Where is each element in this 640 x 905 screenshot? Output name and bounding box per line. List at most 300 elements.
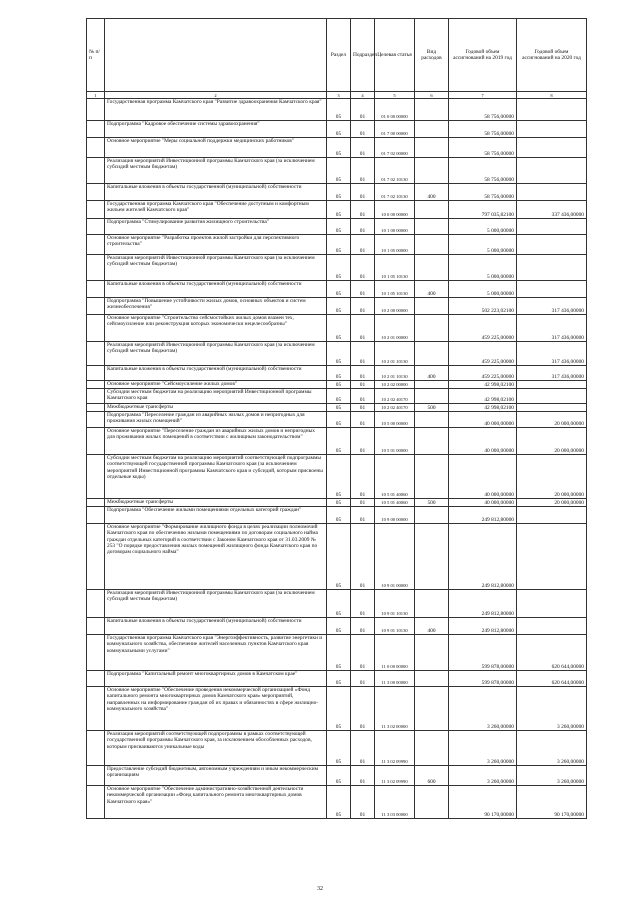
cell-subsection: 01 bbox=[351, 281, 375, 298]
table-row bbox=[87, 455, 587, 499]
cell-num bbox=[87, 404, 105, 412]
cell-2019: 5 000,00000 bbox=[449, 281, 517, 298]
cell-num bbox=[87, 499, 105, 507]
cell-subsection: 01 bbox=[351, 184, 375, 201]
cell-exptype: 400 bbox=[415, 366, 449, 381]
cell-exptype bbox=[415, 731, 449, 766]
table-row bbox=[87, 389, 587, 404]
table-row bbox=[87, 671, 587, 687]
cell-subsection: 01 bbox=[351, 618, 375, 635]
cell-num bbox=[87, 235, 105, 255]
cell-subsection: 01 bbox=[351, 524, 375, 590]
cell-name: Реализация мероприятий Инвестиционной программы Камчатского края (за исключением субсидий местным бюджетам) bbox=[105, 590, 327, 618]
table-row bbox=[87, 381, 587, 389]
cell-subsection: 01 bbox=[351, 455, 375, 499]
cell-subsection: 01 bbox=[351, 507, 375, 524]
cell-target: 10 1 00 00000 bbox=[375, 219, 415, 235]
cell-exptype: 500 bbox=[415, 499, 449, 507]
cell-name: Капитальные вложения в объекты государственной (муниципальной) собственности bbox=[105, 281, 327, 298]
table-row bbox=[87, 366, 587, 381]
cell-section: 05 bbox=[327, 389, 351, 404]
column-number: 6 bbox=[415, 92, 449, 99]
table-row bbox=[87, 590, 587, 618]
table-row bbox=[87, 281, 587, 298]
cell-num bbox=[87, 766, 105, 786]
cell-subsection: 01 bbox=[351, 201, 375, 219]
cell-exptype bbox=[415, 255, 449, 281]
cell-2019: 58 756,00000 bbox=[449, 184, 517, 201]
cell-2020: 20 000,00000 bbox=[517, 412, 587, 428]
cell-num bbox=[87, 635, 105, 671]
cell-2019: 459 225,00000 bbox=[449, 315, 517, 342]
cell-target: 10 1 05 00000 bbox=[375, 235, 415, 255]
table-row bbox=[87, 412, 587, 428]
header-2020: Годовой объем ассигнований на 2020 год bbox=[517, 19, 587, 92]
cell-name: Основное мероприятие "Формирование жилищного фонда в целях реализации полномочий Камчатского края по обеспечению жилыми помещениями по договорам социального найма граждан отдельных категорий в соответствии с Законом Камчатского края от 31.03.2009 № 253 "О порядке предоставления жилых помещений жилищного фонда Камчатского края по договорам социального найма" bbox=[105, 524, 327, 590]
table-row bbox=[87, 507, 587, 524]
table-row bbox=[87, 524, 587, 590]
cell-target: 10 9 01 10130 bbox=[375, 590, 415, 618]
cell-2019: 5 000,00000 bbox=[449, 235, 517, 255]
cell-name: Реализация мероприятий Инвестиционной программы Камчатского края (за исключением субсидий местным бюджетам) bbox=[105, 158, 327, 184]
cell-2020 bbox=[517, 255, 587, 281]
cell-subsection: 01 bbox=[351, 635, 375, 671]
cell-exptype bbox=[415, 121, 449, 138]
table-row bbox=[87, 687, 587, 731]
cell-2019: 3 260,00000 bbox=[449, 687, 517, 731]
cell-subsection: 01 bbox=[351, 786, 375, 819]
table-row bbox=[87, 219, 587, 235]
cell-exptype bbox=[415, 590, 449, 618]
cell-name: Подпрограмма "Капитальный ремонт многоквартирных домов в Камчатском крае" bbox=[105, 671, 327, 687]
cell-target: 10 2 01 10130 bbox=[375, 342, 415, 366]
cell-exptype bbox=[415, 235, 449, 255]
cell-target: 10 5 01 40060 bbox=[375, 455, 415, 499]
cell-section: 05 bbox=[327, 184, 351, 201]
budget-table bbox=[86, 18, 587, 819]
cell-section: 05 bbox=[327, 158, 351, 184]
cell-target: 10 2 02 00000 bbox=[375, 381, 415, 389]
cell-name: Подпрограмма "Кадровое обеспечение системы здравоохранения" bbox=[105, 121, 327, 138]
cell-2020 bbox=[517, 219, 587, 235]
cell-target: 10 5 01 00000 bbox=[375, 428, 415, 455]
cell-target: 11 3 02 09990 bbox=[375, 731, 415, 766]
table-row bbox=[87, 201, 587, 219]
cell-target: 11 3 02 09990 bbox=[375, 766, 415, 786]
cell-2019: 249 812,80000 bbox=[449, 618, 517, 635]
cell-2020: 337 436,00000 bbox=[517, 201, 587, 219]
page-number: 32 bbox=[317, 886, 323, 892]
cell-name: Капитальные вложения в объекты государственной (муниципальной) собственности bbox=[105, 184, 327, 201]
cell-section: 05 bbox=[327, 687, 351, 731]
cell-name: Основное мероприятие "Разработка проектов жилой застройки для перспективного строительства" bbox=[105, 235, 327, 255]
cell-subsection: 01 bbox=[351, 235, 375, 255]
column-number-row bbox=[87, 92, 587, 99]
cell-2019: 90 170,00000 bbox=[449, 786, 517, 819]
cell-exptype bbox=[415, 138, 449, 158]
cell-num bbox=[87, 428, 105, 455]
cell-name: Реализация мероприятий Инвестиционной программы Камчатского края (за исключением субсидий местным бюджетам) bbox=[105, 342, 327, 366]
cell-subsection: 01 bbox=[351, 671, 375, 687]
header-target: Целевая статья bbox=[375, 19, 415, 92]
cell-exptype: 500 bbox=[415, 404, 449, 412]
cell-num bbox=[87, 731, 105, 766]
table-row bbox=[87, 404, 587, 412]
cell-2019: 459 225,00000 bbox=[449, 366, 517, 381]
cell-name: Межбюджетные трансферты bbox=[105, 499, 327, 507]
cell-exptype: 600 bbox=[415, 766, 449, 786]
cell-2020 bbox=[517, 590, 587, 618]
cell-exptype bbox=[415, 507, 449, 524]
cell-subsection: 01 bbox=[351, 99, 375, 121]
cell-2020 bbox=[517, 281, 587, 298]
column-number: 2 bbox=[105, 92, 327, 99]
cell-target: 10 1 05 10130 bbox=[375, 281, 415, 298]
cell-num bbox=[87, 138, 105, 158]
cell-num bbox=[87, 219, 105, 235]
table-row bbox=[87, 138, 587, 158]
header-exptype: Вид расходов bbox=[415, 19, 449, 92]
cell-num bbox=[87, 671, 105, 687]
cell-2020: 317 436,00000 bbox=[517, 298, 587, 315]
cell-subsection: 01 bbox=[351, 590, 375, 618]
cell-2019: 599 878,00000 bbox=[449, 635, 517, 671]
cell-2020: 317 436,00000 bbox=[517, 315, 587, 342]
cell-2020: 3 260,00000 bbox=[517, 766, 587, 786]
cell-name: Подпрограмма "Переселение граждан из аварийных жилых домов и непригодных для проживания жилых помещений" bbox=[105, 412, 327, 428]
cell-section: 05 bbox=[327, 366, 351, 381]
cell-section: 05 bbox=[327, 298, 351, 315]
cell-exptype bbox=[415, 455, 449, 499]
table-row bbox=[87, 121, 587, 138]
cell-target: 10 5 00 00000 bbox=[375, 412, 415, 428]
cell-2019: 40 000,00000 bbox=[449, 499, 517, 507]
table-row bbox=[87, 766, 587, 786]
cell-exptype: 400 bbox=[415, 184, 449, 201]
cell-name: Реализация мероприятий соответствующей подпрограммы в рамках соответствующей государственной программы Камчатского края, за исключением обособленных расходов, которым присваиваются уникальные коды bbox=[105, 731, 327, 766]
cell-2019: 42 998,02100 bbox=[449, 389, 517, 404]
cell-2020: 620 644,00000 bbox=[517, 635, 587, 671]
table-body bbox=[87, 99, 587, 819]
cell-target: 10 0 00 00000 bbox=[375, 201, 415, 219]
cell-subsection: 01 bbox=[351, 315, 375, 342]
cell-num bbox=[87, 342, 105, 366]
table-row bbox=[87, 499, 587, 507]
cell-subsection: 01 bbox=[351, 219, 375, 235]
cell-name: Субсидии местным бюджетам на реализацию мероприятий соответствующей подпрограммы соответствующей государственной программы Камчатского края (за исключением мероприятий Инвестиционной программы Камчатского края и субсидий, которым присвоены отдельные коды) bbox=[105, 455, 327, 499]
cell-2020 bbox=[517, 404, 587, 412]
cell-num bbox=[87, 99, 105, 121]
cell-2020: 317 436,00000 bbox=[517, 342, 587, 366]
cell-num bbox=[87, 158, 105, 184]
table-row bbox=[87, 731, 587, 766]
cell-2020 bbox=[517, 158, 587, 184]
header-subsection: Подраздел bbox=[351, 19, 375, 92]
cell-section: 05 bbox=[327, 766, 351, 786]
cell-section: 05 bbox=[327, 381, 351, 389]
column-number: 4 bbox=[351, 92, 375, 99]
cell-num bbox=[87, 455, 105, 499]
cell-num bbox=[87, 524, 105, 590]
cell-subsection: 01 bbox=[351, 366, 375, 381]
cell-exptype bbox=[415, 635, 449, 671]
cell-2019: 42 998,02100 bbox=[449, 381, 517, 389]
table-row bbox=[87, 158, 587, 184]
cell-target: 10 9 01 10130 bbox=[375, 618, 415, 635]
header-2019: Годовой объем ассигнований на 2019 год bbox=[449, 19, 517, 92]
cell-subsection: 01 bbox=[351, 158, 375, 184]
cell-section: 05 bbox=[327, 404, 351, 412]
cell-2020 bbox=[517, 138, 587, 158]
cell-target: 10 5 01 40060 bbox=[375, 499, 415, 507]
cell-num bbox=[87, 412, 105, 428]
cell-section: 05 bbox=[327, 201, 351, 219]
cell-2019: 249 812,80000 bbox=[449, 507, 517, 524]
cell-num bbox=[87, 281, 105, 298]
cell-section: 05 bbox=[327, 590, 351, 618]
cell-exptype bbox=[415, 389, 449, 404]
cell-2019: 797 035,82100 bbox=[449, 201, 517, 219]
cell-2020 bbox=[517, 389, 587, 404]
cell-subsection: 01 bbox=[351, 428, 375, 455]
cell-target: 01 7 02 00000 bbox=[375, 138, 415, 158]
cell-2019: 58 756,00000 bbox=[449, 121, 517, 138]
column-number: 5 bbox=[375, 92, 415, 99]
cell-target: 01 7 02 10130 bbox=[375, 158, 415, 184]
table-row bbox=[87, 315, 587, 342]
cell-subsection: 01 bbox=[351, 687, 375, 731]
cell-name: Государственная программа Камчатского края "Обеспечение доступным и комфортным жильем жителей Камчатского края" bbox=[105, 201, 327, 219]
cell-exptype bbox=[415, 687, 449, 731]
table-row bbox=[87, 786, 587, 819]
cell-num bbox=[87, 184, 105, 201]
cell-2020 bbox=[517, 524, 587, 590]
cell-2020: 620 644,00000 bbox=[517, 671, 587, 687]
cell-section: 05 bbox=[327, 315, 351, 342]
cell-exptype bbox=[415, 428, 449, 455]
cell-section: 05 bbox=[327, 635, 351, 671]
cell-name: Капитальные вложения в объекты государственной (муниципальной) собственности bbox=[105, 618, 327, 635]
table-row bbox=[87, 635, 587, 671]
cell-section: 05 bbox=[327, 255, 351, 281]
cell-target: 10 1 05 10130 bbox=[375, 255, 415, 281]
cell-section: 05 bbox=[327, 499, 351, 507]
cell-name: Государственная программа Камчатского края "Энергоэффективность, развитие энергетики и коммунального хозяйства, обеспечение жителей населенных пунктов Камчатского края коммунальными услугами" bbox=[105, 635, 327, 671]
cell-2020 bbox=[517, 184, 587, 201]
cell-2019: 459 225,00000 bbox=[449, 342, 517, 366]
cell-section: 05 bbox=[327, 455, 351, 499]
cell-target: 01 7 02 10130 bbox=[375, 184, 415, 201]
cell-name: Основное мероприятие "Меры социальной поддержки медицинских работников" bbox=[105, 138, 327, 158]
cell-target: 10 2 00 00000 bbox=[375, 298, 415, 315]
cell-exptype: 400 bbox=[415, 618, 449, 635]
cell-name: Предоставление субсидий бюджетным, автономным учреждениям и иным некоммерческим организациям bbox=[105, 766, 327, 786]
table-row bbox=[87, 428, 587, 455]
cell-2020 bbox=[517, 235, 587, 255]
header-section: Раздел bbox=[327, 19, 351, 92]
cell-exptype bbox=[415, 412, 449, 428]
cell-exptype bbox=[415, 524, 449, 590]
cell-2019: 42 998,02100 bbox=[449, 404, 517, 412]
cell-subsection: 01 bbox=[351, 389, 375, 404]
cell-2020: 3 260,00000 bbox=[517, 731, 587, 766]
cell-exptype bbox=[415, 219, 449, 235]
table-row bbox=[87, 255, 587, 281]
cell-2019: 5 000,00000 bbox=[449, 219, 517, 235]
cell-section: 05 bbox=[327, 731, 351, 766]
cell-2020: 20 000,00000 bbox=[517, 455, 587, 499]
cell-target: 11 3 00 00000 bbox=[375, 671, 415, 687]
column-number: 3 bbox=[327, 92, 351, 99]
cell-2019: 249 812,80000 bbox=[449, 590, 517, 618]
header-num: № п/п bbox=[87, 19, 105, 92]
cell-name: Основное мероприятие "Обеспечение административно-хозяйственной деятельности некоммерческой организации «Фонд капитального ремонта многоквартирных домов Камчатского края»" bbox=[105, 786, 327, 819]
cell-target: 11 3 02 00000 bbox=[375, 687, 415, 731]
cell-num bbox=[87, 201, 105, 219]
cell-section: 05 bbox=[327, 671, 351, 687]
cell-subsection: 01 bbox=[351, 499, 375, 507]
cell-exptype bbox=[415, 298, 449, 315]
table-header-row bbox=[87, 19, 587, 92]
cell-2019: 58 756,00000 bbox=[449, 158, 517, 184]
table-row bbox=[87, 618, 587, 635]
cell-target: 10 2 02 40170 bbox=[375, 389, 415, 404]
cell-2020 bbox=[517, 121, 587, 138]
cell-name: Основное мероприятие "Сейсмоусиление жилых домов" bbox=[105, 381, 327, 389]
cell-exptype bbox=[415, 315, 449, 342]
cell-subsection: 01 bbox=[351, 298, 375, 315]
cell-section: 05 bbox=[327, 235, 351, 255]
cell-name: Межбюджетные трансферты bbox=[105, 404, 327, 412]
table-row bbox=[87, 342, 587, 366]
cell-2020: 90 170,00000 bbox=[517, 786, 587, 819]
cell-2020 bbox=[517, 507, 587, 524]
cell-num bbox=[87, 507, 105, 524]
cell-name: Основное мероприятие "Строительство сейсмостойких жилых домов взамен тех, сейсмоусиление или реконструкция которых экономически нецелесообразны" bbox=[105, 315, 327, 342]
table-row bbox=[87, 235, 587, 255]
cell-section: 05 bbox=[327, 618, 351, 635]
cell-exptype: 400 bbox=[415, 281, 449, 298]
cell-2020 bbox=[517, 618, 587, 635]
cell-2020: 20 000,00000 bbox=[517, 499, 587, 507]
cell-target: 01 7 00 00000 bbox=[375, 121, 415, 138]
cell-target: 01 0 00 00000 bbox=[375, 99, 415, 121]
cell-subsection: 01 bbox=[351, 255, 375, 281]
cell-num bbox=[87, 298, 105, 315]
cell-name: Капитальные вложения в объекты государственной (муниципальной) собственности bbox=[105, 366, 327, 381]
column-number: 8 bbox=[517, 92, 587, 99]
cell-subsection: 01 bbox=[351, 342, 375, 366]
cell-target: 11 0 00 00000 bbox=[375, 635, 415, 671]
cell-num bbox=[87, 366, 105, 381]
cell-target: 10 9 00 00000 bbox=[375, 507, 415, 524]
header-name bbox=[105, 19, 327, 92]
cell-subsection: 01 bbox=[351, 138, 375, 158]
table-row bbox=[87, 298, 587, 315]
cell-subsection: 01 bbox=[351, 766, 375, 786]
cell-target: 10 9 01 00000 bbox=[375, 524, 415, 590]
cell-section: 05 bbox=[327, 786, 351, 819]
cell-2020: 20 000,00000 bbox=[517, 428, 587, 455]
cell-section: 05 bbox=[327, 412, 351, 428]
cell-2019: 3 260,00000 bbox=[449, 731, 517, 766]
cell-section: 05 bbox=[327, 99, 351, 121]
cell-name: Основное мероприятие "Переселение граждан из аварийных жилых домов и непригодных для проживания жилых помещений в соответствии с жилищным законодательством" bbox=[105, 428, 327, 455]
cell-num bbox=[87, 687, 105, 731]
cell-num bbox=[87, 315, 105, 342]
cell-name: Государственная программа Камчатского края "Развитие здравоохранения Камчатского края" bbox=[105, 99, 327, 121]
cell-exptype bbox=[415, 99, 449, 121]
cell-subsection: 01 bbox=[351, 731, 375, 766]
cell-target: 10 2 02 40170 bbox=[375, 404, 415, 412]
column-number: 1 bbox=[87, 92, 105, 99]
cell-num bbox=[87, 121, 105, 138]
cell-2020: 3 260,00000 bbox=[517, 687, 587, 731]
cell-2019: 3 260,00000 bbox=[449, 766, 517, 786]
cell-2019: 40 000,00000 bbox=[449, 412, 517, 428]
cell-exptype bbox=[415, 671, 449, 687]
cell-2019: 58 756,00000 bbox=[449, 138, 517, 158]
cell-section: 05 bbox=[327, 121, 351, 138]
cell-exptype bbox=[415, 201, 449, 219]
cell-num bbox=[87, 590, 105, 618]
cell-num bbox=[87, 786, 105, 819]
cell-2019: 502 223,02100 bbox=[449, 298, 517, 315]
cell-num bbox=[87, 389, 105, 404]
cell-num bbox=[87, 381, 105, 389]
cell-name: Подпрограмма "Повышение устойчивости жилых домов, основных объектов и систем жизнеобеспечения" bbox=[105, 298, 327, 315]
cell-section: 05 bbox=[327, 524, 351, 590]
cell-name: Субсидии местным бюджетам на реализацию мероприятий Инвестиционной программы Камчатского края bbox=[105, 389, 327, 404]
cell-name: Реализация мероприятий Инвестиционной программы Камчатского края (за исключением субсидий местным бюджетам) bbox=[105, 255, 327, 281]
cell-2019: 40 000,00000 bbox=[449, 455, 517, 499]
cell-subsection: 01 bbox=[351, 412, 375, 428]
table-row bbox=[87, 184, 587, 201]
cell-name: Подпрограмма "Обеспечение жилыми помещениями отдельных категорий граждан" bbox=[105, 507, 327, 524]
cell-exptype bbox=[415, 381, 449, 389]
cell-target: 10 2 01 10130 bbox=[375, 366, 415, 381]
cell-target: 11 3 03 00000 bbox=[375, 786, 415, 819]
cell-section: 05 bbox=[327, 507, 351, 524]
cell-name: Основное мероприятие "Обеспечение проведения некоммерческой организацией «Фонд капитального ремонта многоквартирных домов Камчатского края» мероприятий, направленных на информирование граждан об их правах и обязанностях в сфере жилищно-коммунального хозяйства" bbox=[105, 687, 327, 731]
cell-2019: 599 878,00000 bbox=[449, 671, 517, 687]
cell-subsection: 01 bbox=[351, 404, 375, 412]
cell-2019: 5 000,00000 bbox=[449, 255, 517, 281]
cell-exptype bbox=[415, 158, 449, 184]
cell-2019: 249 812,80000 bbox=[449, 524, 517, 590]
cell-exptype bbox=[415, 342, 449, 366]
budget-table-page bbox=[86, 18, 586, 819]
cell-exptype bbox=[415, 786, 449, 819]
cell-section: 05 bbox=[327, 138, 351, 158]
cell-num bbox=[87, 618, 105, 635]
cell-target: 10 2 01 00000 bbox=[375, 315, 415, 342]
cell-section: 05 bbox=[327, 342, 351, 366]
column-number: 7 bbox=[449, 92, 517, 99]
cell-subsection: 01 bbox=[351, 381, 375, 389]
cell-2020 bbox=[517, 99, 587, 121]
cell-name: Подпрограмма "Стимулирование развития жилищного строительства" bbox=[105, 219, 327, 235]
cell-section: 05 bbox=[327, 428, 351, 455]
cell-2020: 317 436,00000 bbox=[517, 366, 587, 381]
cell-section: 05 bbox=[327, 281, 351, 298]
cell-2019: 58 756,00000 bbox=[449, 99, 517, 121]
cell-2019: 40 000,00000 bbox=[449, 428, 517, 455]
cell-section: 05 bbox=[327, 219, 351, 235]
cell-num bbox=[87, 255, 105, 281]
cell-subsection: 01 bbox=[351, 121, 375, 138]
table-row bbox=[87, 99, 587, 121]
